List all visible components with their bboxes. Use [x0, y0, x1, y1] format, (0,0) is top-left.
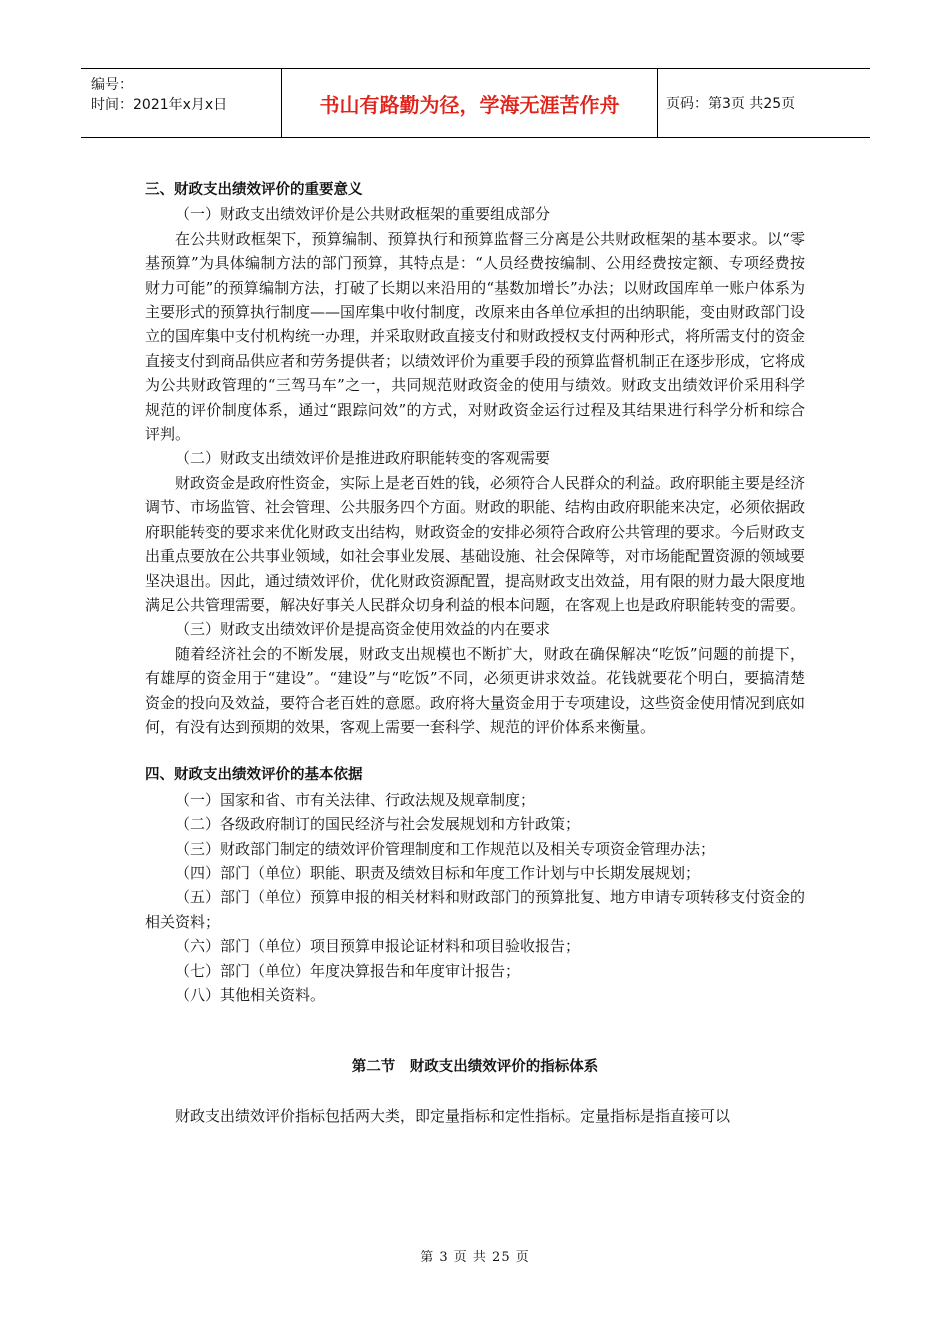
subsection-line: （四）部门（单位）职能、职责及绩效目标和年度工作计划与中长期发展规划；	[175, 863, 701, 882]
paragraph: 财政资金是政府性资金，实际上是老百姓的钱，必须符合人民群众的利益。政府职能主要是经济调节、市场监管、社会管理、公共服务四个方面。财政的职能、结构由政府职能来决定，必须依据政府职能转变的要求来优化财政支出结构，财政资金的安排必须符合政府公共管理的要求。今后财政支出重点要放在公共事业领域，如社会事业发展、基础设施、社会保障等，对市场能配置资源的领域要坚决退出。因此，通过绩效评价，优化财政资源配置，提高财政支出效益，用有限的财力最大限度地满足公共管理需要，解决好事关人民群众切身利益的根本问题，在客观上也是政府职能转变的需要。	[145, 473, 806, 614]
page-info: 页码：第3页 共25页	[666, 96, 796, 112]
subsection-line: （二）财政支出绩效评价是推进政府职能转变的客观需要	[175, 449, 551, 468]
subsection-line: （七）部门（单位）年度决算报告和年度审计报告；	[175, 961, 521, 980]
subsection-line: （三）财政部门制定的绩效评价管理制度和工作规范以及相关专项资金管理办法；	[175, 839, 716, 858]
paragraph: （五）部门（单位）预算申报的相关材料和财政部门的预算批复、地方申请专项转移支付资金的相关资料；	[145, 888, 806, 931]
spacer	[145, 739, 805, 763]
motto: 书山有路勤为径，学海无涯苦作舟	[282, 69, 658, 137]
subsection-line: （一）财政支出绩效评价是公共财政框架的重要组成部分	[175, 205, 551, 224]
spacer	[145, 1080, 805, 1104]
spacer	[145, 1031, 805, 1055]
document-body	[145, 178, 805, 1128]
subsection-line: （一）国家和省、市有关法律、行政法规及规章制度；	[175, 790, 536, 809]
page-footer: 第 3 页 共 25 页	[420, 1250, 530, 1265]
section-heading: 四、财政支出绩效评价的基本依据	[145, 767, 363, 784]
subsection-line: （六）部门（单位）项目预算申报论证材料和项目验收报告；	[175, 937, 581, 956]
spacer	[145, 1007, 805, 1031]
page-header	[81, 68, 870, 138]
header-meta-cell	[81, 69, 282, 137]
section-heading: 三、财政支出绩效评价的重要意义	[145, 182, 363, 198]
paragraph: 在公共财政框架下，预算编制、预算执行和预算监督三分离是公共财政框架的基本要求。以“零基预算”为具体编制方法的部门预算，其特点是：“人员经费按编制、公用经费按定额、专项经费按财力可能”的预算编制方法，打破了长期以来沿用的“基数加增长”办法；以财政国库单一账户体系为主要形式的预算执行制度——国库集中收付制度，改原来由各单位承担的出纳职能，变由财政部门设立的国库集中支付机构统一办理，并采取财政直接支付和财政授权支付两种形式，将所需支付的资金直接支付到商品供应者和劳务提供者；以绩效评价为重要手段的预算监督机制正在逐步形成，它将成为公共财政管理的“三驾马车”之一，共同规范财政资金的使用与绩效。财政支出绩效评价采用科学规范的评价制度体系，通过“跟踪问效”的方式，对财政资金运行过程及其结果进行科学分析和综合评判。	[145, 229, 806, 444]
number-label: 编号：	[91, 77, 133, 93]
chapter-title: 第二节 财政支出绩效评价的指标体系	[351, 1059, 599, 1076]
paragraph: 财政支出绩效评价指标包括两大类，即定量指标和定性指标。定量指标是指直接可以	[175, 1106, 731, 1125]
date-line: 时间：2021年x月x日	[91, 97, 228, 113]
subsection-line: （三）财政支出绩效评价是提高资金使用效益的内在要求	[175, 620, 551, 639]
subsection-line: （二）各级政府制订的国民经济与社会发展规划和方针政策；	[175, 815, 581, 834]
paragraph: 随着经济社会的不断发展，财政支出规模也不断扩大，财政在确保解决“吃饭”问题的前提下，有雄厚的资金用于“建设”。“建设”与“吃饭”不同，必须更讲求效益。花钱就要花个明白，要搞清楚资金的投向及效益，要符合老百姓的意愿。政府将大量资金用于专项建设，这些资金使用情况到底如何，有没有达到预期的效果，客观上需要一套科学、规范的评价体系来衡量。	[145, 644, 806, 736]
subsection-line: （八）其他相关资料。	[175, 986, 326, 1004]
